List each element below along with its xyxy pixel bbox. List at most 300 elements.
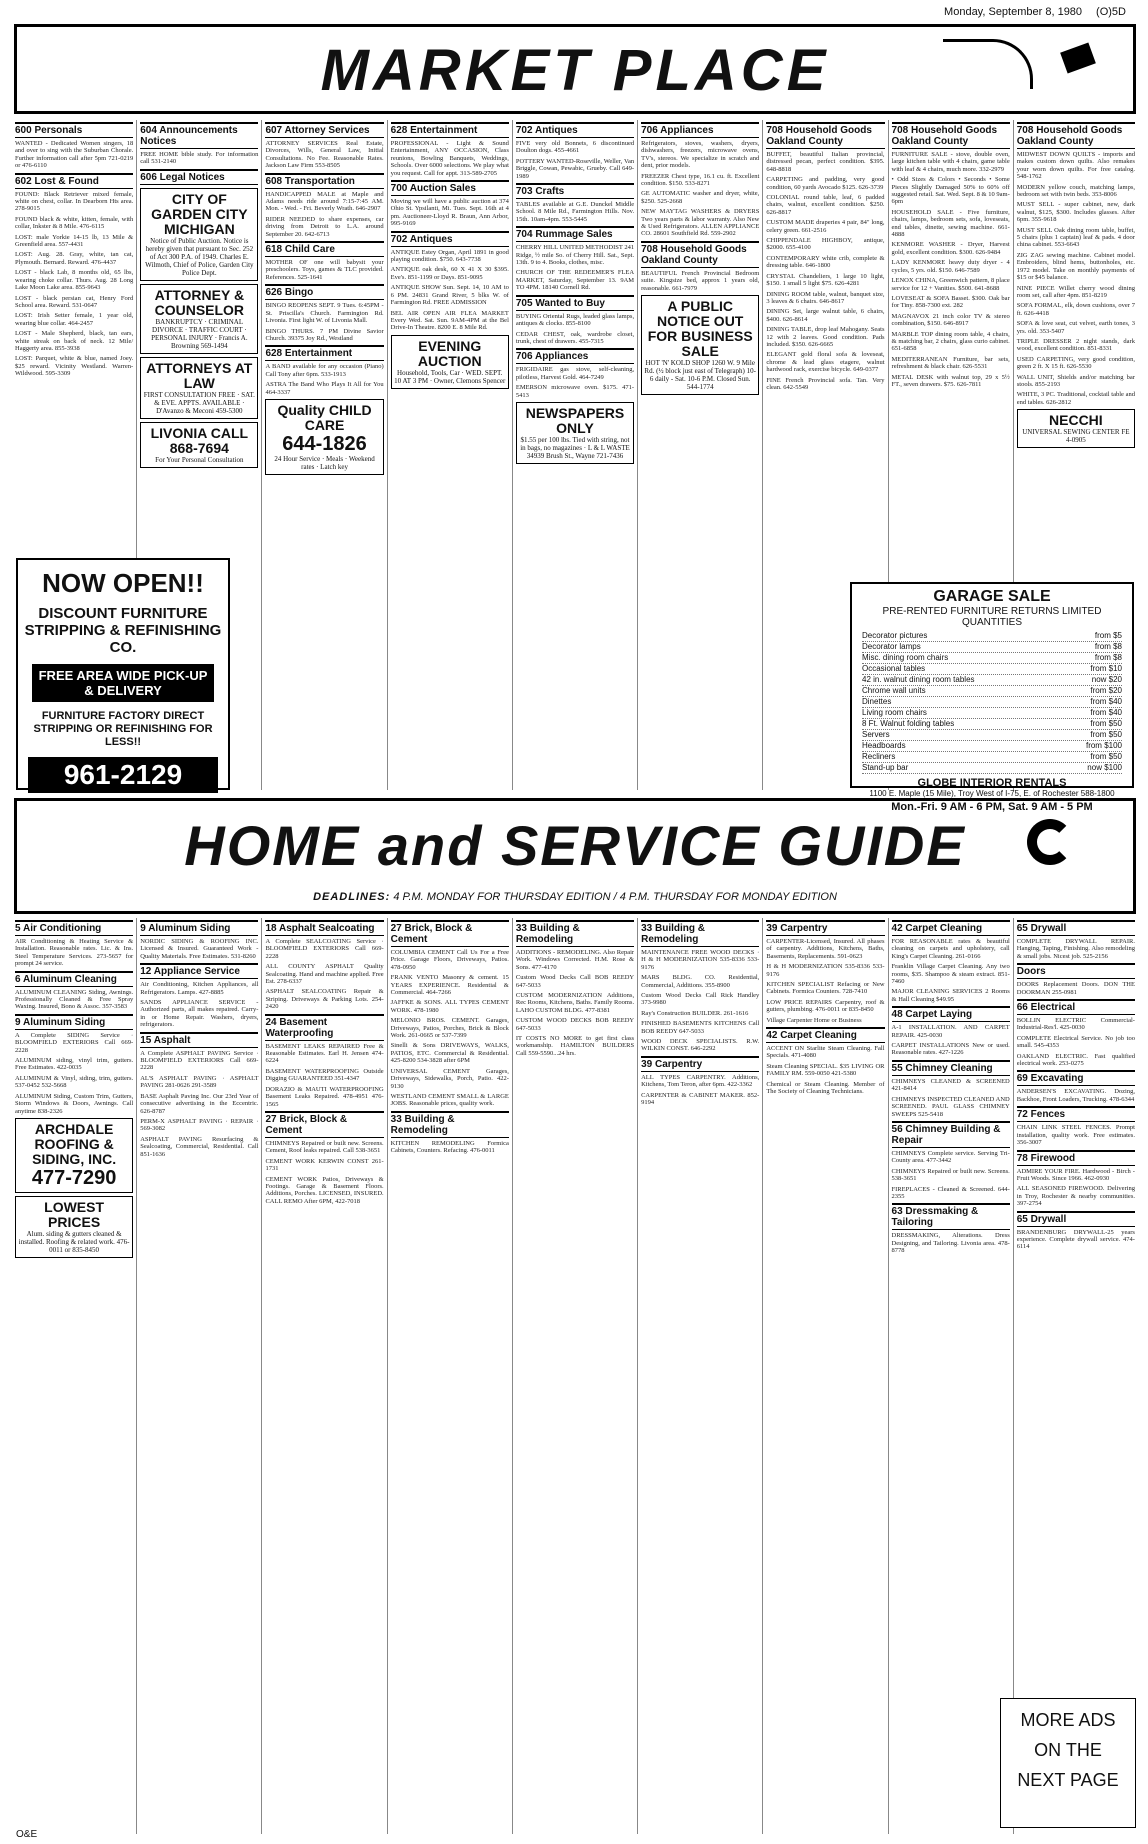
classified-ad: COMPLETE DRYWALL REPAIR. Hanging, Taping, Finishing. Also remodeling & small jobs. Nicest job. 525-2156: [1016, 938, 1135, 960]
classified-ad: BINGO REOPENS SEPT. 9 Tues. 6:45PM - St. Priscilla's Church. Farmington Rd. Livonia. First light W. of Livonia Mall.: [265, 302, 384, 325]
section-code: (O)5D: [1096, 6, 1126, 18]
display-ad-body: $1.55 per 100 lbs. Tied with string, not in bags, no magazines · L & L WASTE 34939 Brush St., Wayne 721-7436: [520, 435, 630, 460]
garage-item-name: Headboards: [862, 741, 906, 750]
garage-sale-ad: [850, 582, 1134, 813]
classified-ad: Sinelli & Sons DRIVEWAYS, WALKS, PATIOS, ETC. Commercial & Residential. 425-8200 534-3828 after 6PM: [390, 1042, 509, 1065]
classified-ad: KITCHEN SPECIALIST Refacing or New Cabinets. Formica Counters. 728-7410: [766, 981, 885, 996]
classified-ad: KITCHEN REMODELING Formica Cabinets, Counters. Refacing. 476-0011: [390, 1139, 509, 1155]
classified-ad: CEMENT WORK Patios, Driveways & Footings. Garage & Basement Floors. Additions, Porches. LICENSED, INSURED. CALL REMO After 6PM, 422-7018: [265, 1175, 384, 1205]
garage-price-row: [862, 686, 1122, 697]
classified-ad: ANDERSEN'S EXCAVATING. Dozing, Backhoe, Front Loaders, Trucking. 478-6344: [1016, 1088, 1135, 1103]
page-header: [944, 6, 1126, 18]
classified-ad: CARPENTER & CABINET MAKER. 852-9194: [641, 1091, 760, 1107]
display-ad-phone: 477-7290: [31, 1166, 117, 1189]
classified-ad: KENMORE WASHER - Dryer, Harvest gold, excellent condition. $300. 626-9484: [891, 241, 1010, 256]
garage-item-name: Occasional tables: [862, 664, 926, 673]
garage-price-row: [862, 708, 1122, 719]
category-heading: 33 Building & Remodeling: [391, 1111, 509, 1138]
classified-ad: LOST: male Yorkie 14-15 lb, 13 Mile & Greenfield area. 557-4431: [15, 233, 134, 249]
display-ad-box: [265, 399, 383, 475]
category-heading: 65 Drywall: [1017, 920, 1135, 936]
category-heading: 706 Appliances: [516, 348, 634, 364]
classified-column: [638, 120, 763, 790]
category-heading: 5 Air Conditioning: [15, 920, 133, 936]
classified-ad: BASEMENT WATERPROOFING Outside Digging GUARANTEED 351-4347: [265, 1067, 384, 1083]
classified-ad: DOORS Replacement Doors. DON THE DOORMAN 255-0981: [1016, 981, 1135, 996]
classified-ad: COLONIAL round table, leaf, 6 padded chairs, walnut, excellent condition. $250. 626-8817: [766, 194, 885, 216]
classified-ad: FOUND: Black Retriever mixed female, white on chest, collar. In Dearborn Hts area. 278-9015: [15, 190, 134, 213]
category-heading: 18 Asphalt Sealcoating: [265, 920, 383, 936]
service-guide-columns: [12, 918, 1138, 1834]
classified-ad: Franklin Village Carpet Cleaning. Any two rooms, $35. Shampoo & steam extract. 851-7460: [891, 963, 1010, 986]
classified-ad: CUSTOM MODERNIZATION Additions, Rec Rooms, Kitchens, Baths. Family Rooms. LAHO CUSTOM BLDG. 477-8381: [515, 992, 635, 1014]
display-ad-body: HOT 'N' KOLD SHOP 1260 W. 9 Mile Rd. (½ block just east of Telegraph) 10-6 daily - Sat. 10-6 P.M. Closed Sun. 544-1774: [644, 359, 756, 392]
promo-phone: 961-2129: [28, 757, 218, 793]
classified-ad: MAINTENANCE FREE WOOD DECKS · H & H MODERNIZATION 535-8336 533-9176: [641, 949, 760, 971]
classified-ad: FREEZER Chest type, 16.1 cu. ft. Excellent condition. $150. 533-8271: [641, 172, 760, 188]
more-ads-box: [1000, 1698, 1136, 1828]
category-heading: 9 Aluminum Siding: [15, 1014, 133, 1030]
classified-ad: FIVE very old Bonnets, 6 discontinued Doulton dogs. 455-4661: [515, 140, 635, 155]
classified-column: [262, 918, 387, 1834]
category-heading: 56 Chimney Building & Repair: [892, 1121, 1010, 1148]
display-ad-headline: LOWEST PRICES: [44, 1198, 105, 1230]
classified-column: [1014, 918, 1138, 1834]
more-ads-line3: NEXT PAGE: [1017, 1770, 1119, 1790]
display-ad-box: [516, 402, 634, 464]
garage-item-name: Living room chairs: [862, 708, 927, 717]
category-heading: 33 Building & Remodeling: [641, 920, 759, 947]
classified-ad: ALUMINUM CLEANING Siding, Awnings. Professionally Cleaned & Free Spray Waxing. Insured, Bono & Assoc. 357-3583: [15, 988, 134, 1011]
category-heading: 69 Excavating: [1017, 1070, 1135, 1086]
classified-ad: USED CARPETING, very good condition, green 2 ft. X 15 ft. 626-5530: [1016, 355, 1135, 371]
classified-ad: CUSTOM MADE draperies 4 pair, 84" long, celery green. 661-2516: [766, 219, 885, 234]
display-ad-box: [140, 422, 258, 468]
classified-ad: FREE HOME bible study. For information call 531-2140: [140, 151, 259, 166]
classified-ad: LENOX CHINA, Greenwich pattern, 8 place service for 12 + Vanities. $500. 641-8688: [891, 277, 1010, 292]
classified-ad: LADY KENMORE heavy duty dryer - 4 cycles, 5 yrs. old. $150. 646-7589: [891, 259, 1010, 274]
classified-ad: ATTORNEY SERVICES Real Estate, Divorces, Wills, General Law, Initial Consultations. No Fee. Reasonable Rates. Jackson Law Firm 553-8505: [265, 140, 384, 170]
display-ad-headline: ATTORNEYS AT LAW: [146, 359, 253, 391]
classified-ad: ADMIRE YOUR FIRE. Hardwood - Birch - Fruit Woods. Since 1966. 462-0930: [1016, 1167, 1135, 1182]
display-ad-headline: EVENING AUCTION: [417, 337, 482, 369]
garage-price-row: [862, 653, 1122, 664]
garage-price-row: [862, 763, 1122, 774]
classified-column: [638, 918, 763, 1834]
classified-ad: EMERSON microwave oven. $175. 471-5413: [515, 384, 635, 399]
classified-ad: ACCENT ON Starlite Steam Cleaning. Fall Specials. 471-4080: [766, 1045, 885, 1060]
garage-item-price: from $8: [1094, 653, 1122, 662]
classified-ad: ALUMINUM & Vinyl, siding, trim, gutters. 537-0452 532-5668: [15, 1074, 134, 1090]
display-ad-body: UNIVERSAL SEWING CENTER FE 4-0905: [1022, 428, 1130, 445]
garage-price-row: [862, 741, 1122, 752]
garage-item-price: from $50: [1090, 752, 1122, 761]
classified-column: [513, 120, 638, 790]
classified-ad: AIR Conditioning & Heating Service & Installation. Reasonable rates. Lic. & Ins. Steel Temperature Services. 273-5657 for prompt 24 service.: [15, 938, 134, 968]
display-ad-headline: LIVONIA CALL 868-7694: [150, 424, 249, 456]
classified-ad: FRIGIDAIRE gas stove, self-cleaning, pilotless, Harvest Gold. 464-7249: [515, 366, 635, 381]
category-heading: 706 Appliances: [641, 122, 759, 138]
category-heading: 608 Transportation: [265, 173, 383, 189]
classified-ad: LOST - black persian cat, Henry Ford School area. Reward. 531-0647: [15, 294, 134, 309]
classified-ad: NINE PIECE Willet cherry wood dining room set, call after 4pm. 851-8219: [1016, 284, 1135, 299]
classified-ad: CHURCH OF THE REDEEMER'S FLEA MARKET, Saturday, September 13. 9AM TO 4PM. 18140 Cornell Rd.: [515, 269, 635, 292]
garage-item-name: Servers: [862, 730, 890, 739]
garage-title: GARAGE SALE: [933, 588, 1051, 605]
display-ad-headline: ARCHDALE ROOFING & SIDING, INC.: [32, 1120, 117, 1167]
category-heading: 607 Attorney Services: [265, 122, 383, 138]
classified-ad: BASEMENT LEAKS REPAIRED Free & Reasonable Estimates. Earl H. Jensen 474-6224: [265, 1042, 384, 1065]
garage-item-name: Decorator lamps: [862, 642, 921, 651]
garage-item-price: from $40: [1090, 697, 1122, 706]
classified-ad: LOST: Aug. 28. Gray, white, tan cat, Plymouth. Bernard. Reward. 476-4437: [15, 251, 134, 266]
category-heading: 602 Lost & Found: [15, 173, 133, 189]
category-heading: 708 Household Goods Oakland County: [1017, 122, 1135, 149]
category-heading: 72 Fences: [1017, 1106, 1135, 1122]
classified-ad: Chemical or Steam Cleaning. Member of The Society of Cleaning Technicians.: [766, 1080, 885, 1096]
category-heading: 618 Child Care: [265, 241, 383, 257]
category-heading: 78 Firewood: [1017, 1150, 1135, 1166]
category-heading: 27 Brick, Block & Cement: [265, 1111, 383, 1138]
display-ad-headline: ATTORNEY & COUNSELOR: [154, 286, 245, 318]
classified-column: [137, 918, 262, 1834]
category-heading: 628 Entertainment: [265, 345, 383, 361]
classified-ad: NORDIC SIDING & ROOFING INC. Licensed & Insured. Guaranteed Work - Quality Materials. Free Estimates. 531-8260: [140, 938, 259, 960]
category-heading: 63 Dressmaking & Tailoring: [892, 1203, 1010, 1230]
classified-ad: A Complete SIDING Service · BLOOMFIELD EXTERIORS Call 669-2228: [15, 1031, 134, 1054]
classified-ad: CEMENT WORK KERWIN CONST 261-1731: [265, 1157, 384, 1173]
classified-ad: CARPETING and padding, very good condition, 60 yards Avocado $125. 626-3739: [766, 176, 885, 191]
category-heading: 12 Appliance Service: [140, 963, 258, 979]
classified-ad: SOFA FORMAL, elk, down cushions, over 7 ft. 626-4418: [1016, 302, 1135, 317]
display-ad-body: FIRST CONSULTATION FREE · SAT. & EVE. APPTS. AVAILABLE · D'Avanzo & Meconi 459-5300: [143, 390, 255, 415]
display-ad-body: Notice of Public Auction. Notice is hereby given that pursuant to Sec. 252 of Act 300 P.A. of 1949. Charles E. Wilmoth, Chief of Police, Garden City Police Dept.: [145, 236, 254, 277]
classified-ad: Steam Cleaning SPECIAL. $35 LIVING OR FAMILY RM. 559-0050 421-5380: [766, 1062, 885, 1078]
category-heading: 705 Wanted to Buy: [516, 295, 634, 311]
garage-price-row: [862, 631, 1122, 642]
category-heading: 628 Entertainment: [391, 122, 509, 138]
category-heading: 704 Rummage Sales: [516, 226, 634, 242]
classified-ad: HOUSEHOLD SALE - Five furniture, chairs, lamps, bedroom sets, sofa, loveseats, end tables, dinette, sewing machine. 661-4888: [891, 208, 1010, 239]
classified-ad: FRANK VENTO Masonry & cement. 15 YEARS EXPERIENCE. Residential & Commercial. 464-7266: [390, 974, 509, 997]
category-heading: 708 Household Goods Oakland County: [641, 241, 759, 268]
wrench-icon: [1027, 819, 1073, 865]
garage-item-price: from $20: [1090, 686, 1122, 695]
garage-item-price: from $50: [1090, 719, 1122, 728]
classified-ad: SANDS APPLIANCE SERVICE - Authorized parts, all makes repaired. Carry-in or Home Repair. Washers, dryers, refrigerators.: [140, 999, 259, 1029]
classified-ad: ALL COUNTY ASPHALT Quality Sealcoating. Hand and machine applied. Free Est. 278-6337: [265, 963, 384, 986]
category-heading: 703 Crafts: [516, 183, 634, 199]
garage-price-row: [862, 752, 1122, 763]
classified-ad: IT COSTS NO MORE to get first class workmanship. HAMILTON BUILDERS Call 559-5590...24 hrs.: [515, 1035, 635, 1057]
category-heading: 65 Drywall: [1017, 1211, 1135, 1227]
classified-ad: MUST SELL - super cabinet, new, dark walnut, $125, $300. Includes glasses. After 6pm. 355-9618: [1016, 201, 1135, 224]
classified-ad: A-1 INSTALLATION. AND CARPET REPAIR. 425-0030: [891, 1024, 1010, 1039]
garage-item-price: from $50: [1090, 730, 1122, 739]
display-ad-body: Alum. siding & gutters cleaned & installed. Roofing & related work. 476-0011 or 835-8450: [18, 1229, 130, 1254]
category-heading: 55 Chimney Cleaning: [892, 1060, 1010, 1076]
promo-offer: FURNITURE FACTORY DIRECT STRIPPING OR REFINISHING FOR LESS!!: [33, 710, 213, 748]
display-ad-headline: CITY OF GARDEN CITY MICHIGAN: [151, 190, 248, 237]
classified-ad: ANTIQUE Estey Organ, April 1891 in good playing condition. $750. 643-7738: [390, 248, 509, 264]
display-ad-headline: NECCHI: [1049, 412, 1103, 429]
classified-ad: CONTEMPORARY white crib, complete & dressing table. 646-1800: [766, 254, 885, 270]
classified-ad: LOST - black Lab, 8 months old, 65 lbs, wearing choke collar. Thurs. Aug. 28 Long Lake Moon Lake area. 855-9643: [15, 269, 134, 292]
classified-ad: BEAUTIFUL French Provincial Bedroom suite. Kingsize bed, approx 1 years old, reasonable. 661-7979: [641, 269, 760, 292]
garage-price-row: [862, 719, 1122, 730]
category-heading: 708 Household Goods Oakland County: [766, 122, 884, 149]
classified-ad: CHAIN LINK STEEL FENCES. Prompt installation, quality work. Free estimates. 356-3007: [1016, 1124, 1135, 1147]
classified-ad: ASTRA The Band Who Plays It All for You 464-3337: [265, 381, 384, 396]
classified-ad: FIREPLACES - Cleaned & Screened. 644-2355: [891, 1185, 1010, 1200]
classified-ad: BOLLIN ELECTRIC Commercial-Industrial-Res'l. 425-0030: [1016, 1017, 1135, 1032]
classified-ad: A BAND available for any occasion (Piano) Call Tony after 6pm. 533-1913: [265, 363, 384, 378]
classified-ad: ANTIQUE oak desk, 60 X 41 X 30 $395. Eve's. 851-1199 or Days. 851-9095: [390, 266, 509, 281]
classified-ad: DINING TABLE, drop leaf Mahogany. Seats 12 with 2 leaves. Good condition. Pads included. $350. 626-6665: [766, 326, 885, 348]
classified-ad: CHIMNEYS CLEANED & SCREENED 421-8414: [891, 1077, 1010, 1093]
classified-ad: MEDITERRANEAN Furniture, bar sets, refreshment & black chair. 626-5531: [891, 355, 1010, 371]
display-ad-headline: Quality CHILD CARE: [277, 401, 372, 433]
classified-ad: Ray's Construction BUILDER. 261-1616: [641, 1009, 749, 1017]
classified-ad: COLUMBIA CEMENT Call Us For a Free Price. Garage Floors, Driveways, Patios. 478-0950: [390, 949, 509, 971]
classified-ad: CEDAR CHEST, oak, wardrobe closet, trunk, chest of drawers. 455-7315: [515, 330, 635, 345]
classified-ad: BEL AIR OPEN AIR FLEA MARKET Every Wed. Sat. Sun. 9AM-4PM at the Bel Drive-In Theatre. 8200 E. 8 Mile Rd.: [390, 309, 509, 332]
display-ad-body: 24 Hour Service · Meals · Weekend rates · Latch key: [274, 454, 375, 471]
classified-ad: NEW MAYTAG WASHERS & DRYERS Two years parts & labor warranty. Also New & Used Refrigerators. ALLEN APPLIANCE CO. 28601 Southfield Rd. 559-2902: [641, 208, 760, 238]
display-ad-box: [641, 295, 759, 395]
classified-column: [889, 918, 1014, 1834]
display-ad-box: [1017, 409, 1135, 448]
classified-column: [262, 120, 387, 790]
category-heading: 702 Antiques: [391, 231, 509, 247]
classified-ad: CHIMNEYS Complete service. Serving Tri-County area. 477-3442: [891, 1149, 1010, 1165]
category-heading: 66 Electrical: [1017, 999, 1135, 1015]
garage-price-row: [862, 730, 1122, 741]
classified-ad: DINING Set, large walnut table, 6 chairs, $400. 626-8614: [766, 308, 885, 323]
garage-price-row: [862, 664, 1122, 675]
garage-item-name: Misc. dining room chairs: [862, 653, 949, 662]
classified-ad: MUST SELL Oak dining room table, buffet, 5 chairs (plus 1 captain) leaf & pads. 4 door china cabinet. 553-6643: [1016, 226, 1135, 249]
classified-ad: CARPET INSTALLATIONS New or used. Reasonable rates. 427-1226: [891, 1042, 1010, 1057]
classified-ad: OAKLAND ELECTRIC. Fast qualified electrical work. 253-0275: [1016, 1052, 1135, 1068]
garage-price-list: [862, 631, 1122, 774]
classified-ad: FINISHED BASEMENTS KITCHENS Call BOB REEDY 647-5033: [641, 1020, 760, 1035]
category-heading: 24 Basement Waterproofing: [265, 1014, 383, 1041]
deadlines-text: 4 P.M. MONDAY FOR THURSDAY EDITION / 4 P.M. THURSDAY FOR MONDAY EDITION: [393, 891, 837, 903]
classified-ad: ANTIQUE SHOW Sun. Sept. 14, 10 AM to 6 PM. 24831 Grand River, 5 blks W. of Farmington Rd. FREE ADMISSION: [390, 284, 509, 307]
classified-ad: LOW PRICE REPAIRS Carpentry, roof & gutters, plumbing. 476-0011 or 835-8450: [766, 998, 885, 1014]
classified-ad: CHIMNEYS Repaired or built new. Screens. 538-3651: [891, 1167, 1010, 1183]
classified-ad: • Odd Sizes & Colors • Seconds • Some Pieces Slightly Damaged 50% to 60% off suggested retail. Sat. Wed. Sept. 8 & 10 9am-6pm: [891, 176, 1010, 206]
display-ad-body: BANKRUPTCY · CRIMINAL DIVORCE · TRAFFIC COURT · PERSONAL INJURY · Francis A. Browning 569-1494: [151, 317, 248, 350]
classified-ad: MOTHER OF one will babysit your preschoolers. Toys, games & TLC provided. References. 525-1641: [265, 259, 384, 281]
footer-label: O&E: [16, 1829, 38, 1840]
category-heading: 600 Personals: [15, 122, 133, 138]
garage-item-name: Chrome wall units: [862, 686, 926, 695]
classified-ad: ADDITIONS - REMODELING. Also Repair Work. Windows Corrected. H.M. Rose & Sons. 477-4170: [515, 949, 635, 971]
classified-ad: TABLES available at G.E. Dunckel Middle School. 8 Mile Rd., Farmington Hills. Nov. 15th. 10am-4pm. 553-5445: [515, 201, 635, 223]
classified-ad: A Complete SEALCOATING Service · BLOOMFIELD EXTERIORS Call 669-2228: [265, 938, 384, 960]
promo-headline: NOW OPEN!!: [42, 568, 204, 598]
classified-ad: Village Carpenter Home or Business: [766, 1016, 862, 1024]
more-ads-line1: MORE ADS: [1020, 1710, 1116, 1730]
classified-ad: DINING ROOM table, walnut, banquet size, 3 leaves & 6 chairs. 646-8617: [766, 290, 885, 305]
classified-ad: Custom Wood Decks Call BOB REEDY 647-5033: [515, 974, 635, 989]
classified-ad: AL'S ASPHALT PAVING · ASPHALT PAVING 281-0626 291-3589: [140, 1074, 259, 1090]
classified-ad: DRESSMAKING, Alterations. Dress Designing, and Tailoring. Livonia area. 478-8778: [891, 1232, 1010, 1255]
garage-item-price: from $10: [1090, 664, 1122, 673]
garage-item-price: from $8: [1094, 642, 1122, 651]
classified-ad: ASPHALT SEALCOATING Repair & Striping. Driveways & Parking Lots. 254-2420: [265, 988, 384, 1011]
classified-ad: MARS BLDG. CO. Residential, Commercial, Additions. 355-8900: [641, 974, 760, 989]
garage-item-price: from $40: [1090, 708, 1122, 717]
garage-company: GLOBE INTERIOR RENTALS: [917, 777, 1067, 789]
classified-ad: TRIPLE DRESSER 2 night stands, dark wood, excellent condition. 851-8331: [1016, 337, 1135, 353]
classified-column: [763, 918, 888, 1834]
display-ad-body: For Your Personal Consultation: [155, 455, 244, 464]
category-heading: 33 Building & Remodeling: [516, 920, 634, 947]
classified-ad: ALUMINUM Siding, Custom Trim, Gutters, Storm Windows & Doors, Awnings. Call anytime 838-2326: [15, 1092, 134, 1115]
classified-ad: ALL TYPES CARPENTRY. Additions, Kitchens, Tom Teron, after 6pm. 422-3362: [641, 1073, 760, 1089]
classified-ad: DORAZIO & MAUTI WATERPROOFING Basement Leaks Repaired. 478-4951 476-1565: [265, 1085, 384, 1108]
classified-ad: LOST - Male Shepherd, black, tan ears, white streak on back of neck. 12 Mile/ Haggerty area. 855-3938: [15, 330, 134, 352]
classified-ad: COMPLETE Electrical Service. No job too small. 545-4353: [1016, 1034, 1135, 1050]
category-heading: 9 Aluminum Siding: [140, 920, 258, 936]
garage-address: 1100 E. Maple (15 Mile), Troy West of I-75, E. of Rochester 588-1800: [869, 789, 1115, 798]
classified-ad: BRANDENBURG DRYWALL-25 years experience. Complete drywall service. 474-6114: [1016, 1228, 1135, 1251]
classified-ad: BUYING Oriental Rugs, leaded glass lamps, antiques & clocks. 855-8100: [515, 312, 635, 328]
garage-hours: Mon.-Fri. 9 AM - 6 PM, Sat. 9 AM - 5 PM: [891, 801, 1093, 813]
classified-ad: Air Conditioning, Kitchen Appliances, all Refrigerators. Lamps. 427-8885: [140, 981, 259, 996]
category-heading: 42 Carpet Cleaning: [766, 1027, 884, 1043]
promo-company: DISCOUNT FURNITURE STRIPPING & REFINISHING CO.: [24, 605, 222, 656]
category-heading: 48 Carpet Laying: [892, 1006, 1010, 1022]
display-ad-box: [140, 284, 258, 354]
display-ad-box: [140, 188, 258, 281]
classified-ad: CHIPPENDALE HIGHBOY, antique, $2000. 655-4100: [766, 237, 885, 252]
classified-ad: CRYSTAL Chandeliers, 1 large 10 light, $150. 1 small 5 light $75. 626-4281: [766, 272, 885, 288]
classified-ad: RIDER NEEDED to share expenses, car driving from Detroit to L.A. around September 20. 642-6713: [265, 215, 384, 238]
category-heading: 604 Announcements Notices: [140, 122, 258, 149]
more-ads-line2: ON THE: [1034, 1740, 1102, 1760]
classified-ad: GE AUTOMATIC washer and dryer, white, $250. 525-2668: [641, 190, 760, 205]
classified-ad: JAFFKE & SONS. ALL TYPES CEMENT WORK. 478-1980: [390, 999, 509, 1014]
garage-item-price: now $20: [1091, 675, 1122, 684]
classified-ad: METAL DESK with walnut top, 29 x 5½ FT., seven drawers. $75. 626-7811: [891, 373, 1010, 388]
classified-ad: WESTLAND CEMENT SMALL & LARGE JOBS. Reasonable prices, quality work.: [390, 1092, 509, 1108]
classified-ad: H & H MODERNIZATION 535-8336 533-9176: [766, 963, 885, 978]
classified-ad: FOR REASONABLE rates & beautiful cleaning on carpets and upholstery, call King's Carpet Cleaning. 261-0166: [891, 938, 1010, 960]
category-heading: 42 Carpet Cleaning: [892, 920, 1010, 936]
garage-item-price: now $100: [1087, 763, 1122, 772]
market-place-banner: [14, 24, 1136, 114]
garage-price-row: [862, 675, 1122, 686]
classified-ad: FOUND black & white, kitten, female, with collar, Inkster & 8 Mile. 476-6115: [15, 215, 134, 231]
classified-ad: SOFA & love seat, cut velvet, earth tones, 3 yrs. old. 353-5407: [1016, 320, 1135, 335]
classified-ad: CHERRY HILL UNITED METHODIST 241 Ridge, ½ mile So. of Cherry Hill. Sat., Sept. 13th. 9 to 4. Books, clothes, misc.: [515, 244, 635, 267]
classified-ad: A Complete ASPHALT PAVING Service · BLOOMFIELD EXTERIORS Call 669-2228: [140, 1049, 259, 1072]
classified-ad: WHITE, 3 PC. Traditional, cocktail table and end tables. 626-2812: [1016, 391, 1135, 406]
classified-ad: HANDICAPPED MALE at Maple and Adams needs ride around 7:15-7:45 AM. Mon. - Wed. - Fri. Beverly Wrath. 646-2907: [265, 190, 384, 213]
classified-ad: CHIMNEYS Repaired or built new. Screens. Cement, Roof leaks repaired. Call 538-3651: [265, 1139, 384, 1155]
deadlines-label: DEADLINES:: [313, 891, 391, 903]
garage-price-row: [862, 697, 1122, 708]
garage-item-name: 42 in. walnut dining room tables: [862, 675, 975, 684]
classified-ad: UNIVERSAL CEMENT Garages, Driveways, Sidewalks, Porch, Patio. 422-9130: [390, 1067, 509, 1090]
classified-ad: Refrigerators, stoves, washers, dryers, dishwashers, freezers, microwave ovens, TV's, stereos. We specialize in scratch and dent, prior models.: [641, 140, 760, 170]
garage-item-name: Recliners: [862, 752, 896, 761]
issue-date: Monday, September 8, 1980: [944, 6, 1083, 18]
display-ad-box: [140, 357, 258, 419]
home-service-banner: [14, 798, 1136, 914]
display-ad-phone: 644-1826: [282, 432, 367, 455]
classified-ad: MARBLE TOP dining room table, 4 chairs, & matching bar, 2 chairs, glass curio cabinet. 651-6858: [891, 330, 1010, 353]
classified-ad: Custom Wood Decks Call Rick Handley 373-9980: [641, 992, 760, 1007]
classified-ad: BINGO THURS. 7 PM Divine Savior Church. 39375 Joy Rd., Westland: [265, 327, 384, 342]
classified-ad: CHIMNEYS INSPECTED CLEANED AND SCREENED. PAUL GLASS CHIMNEY SWEEPS 525-5418: [891, 1095, 1010, 1118]
garage-price-row: [862, 642, 1122, 653]
classified-ad: ZIG ZAG sewing machine. Cabinet model. Embroiders, blind hems, buttonholes, etc. 1972 model. Take on monthly payments of $15 or $45 balance.: [1016, 251, 1135, 282]
category-heading: 27 Brick, Block & Cement: [391, 920, 509, 947]
classified-ad: MAGNAVOX 21 inch color TV & stereo combination, $150. 646-8917: [891, 312, 1010, 328]
classified-ad: ASPHALT PAVING Resurfacing & Sealcoating, Commercial, Residential. Call 851-1636: [140, 1135, 259, 1158]
garage-subtitle: PRE-RENTED FURNITURE RETURNS LIMITED QUANTITIES: [882, 606, 1102, 628]
garage-item-price: from $5: [1094, 631, 1122, 640]
classified-ad: CARPENTER-Licensed, Insured. All phases of carpentry. Additions, Kitchens, Baths, Basements, Replacements. 591-0623: [766, 938, 885, 960]
category-heading: Doors: [1017, 963, 1135, 979]
classified-ad: CUSTOM WOOD DECKS BOB REEDY 647-5033: [515, 1017, 635, 1032]
classified-ad: MODERN yellow couch, matching lamps, bedroom set with twin beds. 353-8006: [1016, 183, 1135, 199]
display-ad-box: [15, 1118, 133, 1193]
classified-ad: PROFESSIONAL - Light & Sound Entertainment, ANY OCCASION, Class reunions, Bowling Banquets, Weddings, Schools. Over 6000 selections. We play what you request. Call for appt. 313-589-2705: [390, 140, 509, 177]
classified-ad: Moving we will have a public auction at 374 Ohio St. Ypsilanti, Mi. Tues. Sept. 16th at 4 pm. Auctioneer-Lloyd R. Braun, Ann Arbor, 995-9169: [390, 198, 509, 228]
classified-ad: BASE Asphalt Paving Inc. Our 23rd Year of consecutive advertising in the Eccentric. 626-8787: [140, 1092, 259, 1115]
category-heading: 708 Household Goods Oakland County: [892, 122, 1010, 149]
classified-ad: ALUMINUM siding, vinyl trim, gutters. Free Estimates. 422-0035: [15, 1057, 134, 1072]
classified-ad: WALL UNIT, Shields and/or matching bar stools. 855-2193: [1016, 373, 1135, 388]
classified-ad: LOST: Parquet, white & blue, named Joey. $25 reward. Vicinity Westland. Warren-Wildwood. 595-3309: [15, 355, 134, 378]
category-heading: 606 Legal Notices: [140, 169, 258, 185]
category-heading: 15 Asphalt: [140, 1032, 258, 1048]
classified-ad: LOVESEAT & SOFA Basset. $300. Oak bar for Tiny. 858-7300 ext. 282: [891, 294, 1010, 310]
classified-ad: ELEGANT gold floral sofa & loveseat, chrome & lead glass etagere, walnut hardwood rack, exercise bicycle. 649-0377: [766, 351, 885, 374]
classified-column: [513, 918, 638, 1834]
classified-ad: MAJOR CLEANING SERVICES 2 Rooms & Hall Cleaning $49.95: [891, 988, 1010, 1003]
garage-item-price: from $100: [1085, 741, 1122, 750]
classified-ad: PERM-X ASPHALT PAVING · REPAIR · 569-3082: [140, 1117, 259, 1133]
classified-ad: POTTERY WANTED-Roseville, Weller, Van Briggle, Cowan, Pewabic, Grueby. Call 649-1989: [515, 157, 635, 180]
classified-ad: WANTED - Dedicated Women singers, 18 and over to sing with the Suburban Chorale. Further information call after 5pm 721-0219 or 476-6110: [15, 140, 134, 170]
category-heading: 6 Aluminum Cleaning: [15, 971, 133, 987]
display-ad-headline: NEWSPAPERS ONLY: [525, 404, 625, 436]
promo-delivery-bar: FREE AREA WIDE PICK-UP & DELIVERY: [32, 664, 214, 702]
market-place-title: MARKET PLACE: [320, 38, 830, 103]
classified-ad: FURNITURE SALE - stove, double oven, large kitchen table with 4 chairs, game table with leaf & 4 chairs, much more. 332-2979: [891, 151, 1010, 173]
garage-item-name: Dinettes: [862, 697, 892, 706]
display-ad-headline: A PUBLIC NOTICE OUT FOR BUSINESS SALE: [647, 298, 753, 360]
classified-ad: ALL SEASONED FIREWOOD. Delivering in Troy, Rochester & nearby communities. 397-2754: [1016, 1185, 1135, 1208]
deadlines-line: [17, 891, 1133, 903]
classified-ad: LOST: Irish Setter female, 1 year old, wearing blue collar. 464-2457: [15, 312, 134, 327]
garage-item-name: Decorator pictures: [862, 631, 928, 640]
classified-ad: MIDWEST DOWN QUILTS - imports and makes custom down quilts. Also remakes your worn down quilts. For free catalog. 548-1762: [1016, 151, 1135, 181]
display-ad-box: [391, 335, 509, 389]
category-heading: 626 Bingo: [265, 284, 383, 300]
classified-column: [388, 120, 513, 790]
garage-item-name: Stand-up bar: [862, 763, 909, 772]
classified-column: [12, 918, 137, 1834]
display-ad-box: [15, 1196, 133, 1258]
